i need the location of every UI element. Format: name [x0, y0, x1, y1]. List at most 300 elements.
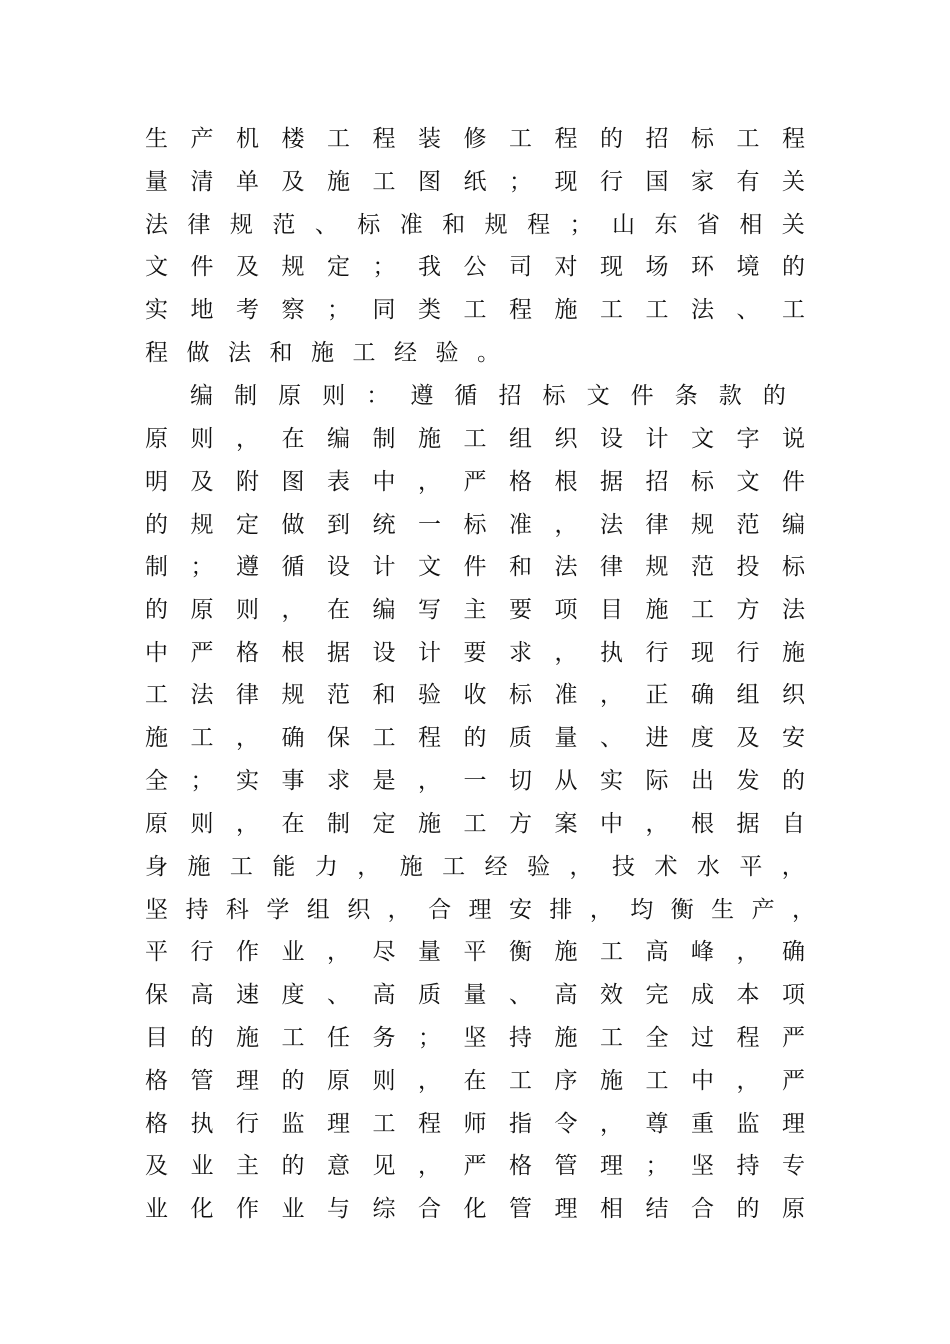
glyph: 理 — [554, 1196, 578, 1222]
glyph: 件 — [463, 554, 487, 580]
glyph: 实 — [236, 768, 259, 794]
glyph: 款 — [718, 383, 742, 409]
glyph: 生 — [145, 126, 168, 152]
glyph: 与 — [327, 1196, 350, 1222]
glyph: 工 — [281, 1025, 305, 1051]
glyph: 图 — [418, 169, 441, 195]
glyph: 写 — [418, 597, 441, 623]
glyph: 家 — [691, 169, 714, 195]
glyph: 全 — [145, 768, 168, 794]
glyph: 的 — [281, 1153, 305, 1179]
glyph: 单 — [236, 169, 259, 195]
glyph: 标 — [357, 212, 381, 238]
glyph: 发 — [736, 768, 760, 794]
glyph: 主 — [463, 597, 487, 623]
glyph: 标 — [463, 512, 487, 538]
glyph: 坚 — [691, 1153, 714, 1179]
glyph: 生 — [711, 897, 735, 923]
glyph: 工 — [736, 126, 760, 152]
glyph: 理 — [236, 1068, 259, 1094]
glyph: 及 — [145, 1153, 168, 1179]
glyph: 速 — [236, 982, 259, 1008]
glyph: 任 — [327, 1025, 350, 1051]
glyph: 化 — [190, 1196, 214, 1222]
glyph: ， — [736, 1068, 760, 1094]
text-line — [145, 763, 805, 799]
glyph: 严 — [782, 1025, 805, 1051]
glyph: 织 — [554, 426, 578, 452]
glyph: 正 — [645, 682, 669, 708]
glyph: 施 — [645, 597, 669, 623]
glyph: 专 — [782, 1153, 805, 1179]
text-line — [145, 507, 805, 543]
glyph: ， — [281, 597, 305, 623]
glyph: 定 — [327, 254, 350, 280]
glyph: 峰 — [691, 939, 714, 965]
glyph: ； — [190, 768, 214, 794]
glyph: 格 — [145, 1068, 168, 1094]
glyph: 坚 — [145, 897, 168, 923]
glyph: 产 — [751, 897, 775, 923]
glyph: 化 — [463, 1196, 487, 1222]
glyph: ， — [792, 897, 815, 923]
glyph: 工 — [229, 854, 253, 880]
glyph: 行 — [645, 640, 669, 666]
glyph: 环 — [691, 254, 714, 280]
glyph: 类 — [418, 297, 441, 323]
glyph: 理 — [782, 1111, 805, 1137]
glyph: 地 — [190, 297, 214, 323]
glyph: 管 — [509, 1196, 532, 1222]
glyph: 工 — [327, 126, 350, 152]
glyph: 平 — [145, 939, 168, 965]
glyph: 明 — [145, 469, 168, 495]
text-line — [145, 934, 805, 970]
glyph: 织 — [347, 897, 371, 923]
glyph: 编 — [372, 597, 396, 623]
glyph: 制 — [234, 383, 258, 409]
glyph: 行 — [736, 640, 760, 666]
glyph: 关 — [782, 169, 805, 195]
glyph: 综 — [372, 1196, 396, 1222]
glyph: 件 — [190, 254, 214, 280]
glyph: 楼 — [281, 126, 305, 152]
glyph: 实 — [600, 768, 623, 794]
glyph: 工 — [372, 725, 396, 751]
text-line — [145, 121, 805, 157]
glyph: 验 — [527, 854, 551, 880]
glyph: 招 — [498, 383, 522, 409]
glyph: 确 — [281, 725, 305, 751]
glyph: ； — [372, 254, 396, 280]
glyph: 范 — [272, 212, 296, 238]
glyph: 工 — [442, 854, 466, 880]
glyph: 规 — [645, 554, 669, 580]
glyph: 图 — [281, 469, 305, 495]
glyph: 度 — [691, 725, 714, 751]
glyph: 中 — [600, 811, 623, 837]
glyph: ， — [327, 939, 350, 965]
glyph: 组 — [736, 682, 760, 708]
glyph: 格 — [509, 1153, 532, 1179]
glyph: 境 — [736, 254, 760, 280]
glyph: 招 — [645, 469, 669, 495]
glyph: 高 — [372, 982, 396, 1008]
glyph: 法 — [600, 512, 623, 538]
glyph: 施 — [145, 725, 168, 751]
glyph: 工 — [600, 1025, 623, 1051]
glyph: 场 — [645, 254, 669, 280]
glyph: ， — [387, 897, 411, 923]
text-line — [145, 292, 805, 328]
glyph: 机 — [236, 126, 259, 152]
glyph: 的 — [145, 512, 168, 538]
glyph: 程 — [418, 725, 441, 751]
glyph: 规 — [229, 212, 253, 238]
glyph: 是 — [372, 768, 396, 794]
glyph: 文 — [736, 469, 760, 495]
glyph: 的 — [190, 1025, 214, 1051]
glyph: 收 — [463, 682, 487, 708]
glyph: 学 — [266, 897, 290, 923]
glyph: 程 — [418, 1111, 441, 1137]
glyph: ； — [418, 1025, 441, 1051]
glyph: 求 — [327, 768, 350, 794]
glyph: 见 — [372, 1153, 396, 1179]
glyph: 验 — [435, 340, 459, 366]
glyph: ， — [236, 725, 259, 751]
glyph: 律 — [236, 682, 259, 708]
glyph: 设 — [600, 426, 623, 452]
glyph: 方 — [736, 597, 760, 623]
glyph: 循 — [281, 554, 305, 580]
glyph: 及 — [281, 169, 305, 195]
glyph: ， — [236, 811, 259, 837]
glyph: 考 — [236, 297, 259, 323]
glyph: 遵 — [410, 383, 434, 409]
glyph: 力 — [314, 854, 338, 880]
glyph: 现 — [554, 169, 578, 195]
glyph: 保 — [327, 725, 350, 751]
glyph: 法 — [554, 554, 578, 580]
text-line — [145, 1191, 805, 1227]
glyph: 合 — [428, 897, 452, 923]
glyph: 的 — [782, 254, 805, 280]
glyph: 准 — [554, 682, 578, 708]
glyph: 严 — [782, 1068, 805, 1094]
glyph: 执 — [600, 640, 623, 666]
glyph: 业 — [281, 1196, 305, 1222]
glyph: 则 — [372, 1068, 396, 1094]
glyph: 根 — [554, 469, 578, 495]
glyph: ， — [600, 682, 623, 708]
glyph: 、 — [327, 982, 350, 1008]
text-line — [145, 249, 805, 285]
glyph: 水 — [696, 854, 720, 880]
glyph: 准 — [399, 212, 423, 238]
glyph: 则 — [236, 597, 259, 623]
glyph: 持 — [509, 1025, 532, 1051]
glyph: 方 — [509, 811, 532, 837]
glyph: 产 — [190, 126, 214, 152]
glyph: 相 — [600, 1196, 623, 1222]
glyph: 度 — [281, 982, 305, 1008]
glyph: 施 — [418, 811, 441, 837]
glyph: 施 — [311, 340, 334, 366]
glyph: 司 — [509, 254, 532, 280]
glyph: 严 — [190, 640, 214, 666]
glyph: 程 — [509, 297, 532, 323]
glyph: 程 — [782, 126, 805, 152]
glyph: 理 — [327, 1111, 350, 1137]
glyph: 工 — [463, 297, 487, 323]
glyph: 东 — [654, 212, 678, 238]
glyph: 出 — [691, 768, 714, 794]
glyph: 原 — [327, 1068, 350, 1094]
glyph: 省 — [696, 212, 720, 238]
glyph: 关 — [781, 212, 805, 238]
glyph: ， — [781, 854, 805, 880]
glyph: 令 — [554, 1111, 578, 1137]
glyph: ； — [569, 212, 593, 238]
glyph: ， — [418, 768, 441, 794]
glyph: 标 — [691, 469, 714, 495]
glyph: 做 — [186, 340, 210, 366]
glyph: 则 — [322, 383, 346, 409]
glyph: 要 — [509, 597, 532, 623]
glyph: 确 — [782, 939, 805, 965]
glyph: ； — [190, 554, 214, 580]
glyph: 的 — [782, 768, 805, 794]
glyph: 及 — [236, 254, 259, 280]
glyph: 施 — [399, 854, 423, 880]
text-line — [145, 635, 805, 671]
glyph: 修 — [463, 126, 487, 152]
glyph: 设 — [372, 640, 396, 666]
glyph: 施 — [782, 640, 805, 666]
glyph: 中 — [145, 640, 168, 666]
glyph: 持 — [185, 897, 209, 923]
text-line — [145, 892, 815, 928]
glyph: 格 — [145, 1111, 168, 1137]
glyph: 完 — [645, 982, 669, 1008]
glyph: 高 — [554, 982, 578, 1008]
glyph: 工 — [372, 1111, 396, 1137]
glyph: 程 — [145, 340, 168, 366]
glyph: 定 — [372, 811, 396, 837]
glyph: 工 — [509, 126, 532, 152]
glyph: 律 — [600, 554, 623, 580]
glyph: 过 — [691, 1025, 714, 1051]
text-line — [145, 806, 805, 842]
text-line — [145, 1020, 805, 1056]
glyph: 工 — [145, 682, 168, 708]
glyph: 山 — [611, 212, 635, 238]
glyph: 效 — [600, 982, 623, 1008]
glyph: 规 — [691, 512, 714, 538]
glyph: ， — [589, 897, 613, 923]
glyph: 工 — [782, 297, 805, 323]
glyph: ， — [569, 854, 593, 880]
glyph: 施 — [600, 1068, 623, 1094]
glyph: 程 — [372, 126, 396, 152]
glyph: 衡 — [670, 897, 694, 923]
glyph: 在 — [281, 811, 305, 837]
glyph: 施 — [187, 854, 211, 880]
glyph: 原 — [190, 597, 214, 623]
glyph: 本 — [736, 982, 760, 1008]
glyph: 行 — [190, 939, 214, 965]
glyph: 及 — [736, 725, 760, 751]
glyph: 制 — [327, 811, 350, 837]
glyph: 投 — [736, 554, 760, 580]
glyph: 制 — [372, 426, 396, 452]
glyph: 据 — [327, 640, 350, 666]
glyph: 编 — [327, 426, 350, 452]
glyph: ， — [418, 1068, 441, 1094]
glyph: 持 — [736, 1153, 760, 1179]
glyph: 标 — [509, 682, 532, 708]
glyph: 施 — [554, 1025, 578, 1051]
glyph: 计 — [645, 426, 669, 452]
glyph: 标 — [691, 126, 714, 152]
glyph: 现 — [600, 254, 623, 280]
glyph: 工 — [645, 1068, 669, 1094]
glyph: ， — [236, 426, 259, 452]
glyph: 序 — [554, 1068, 578, 1094]
glyph: 切 — [509, 768, 532, 794]
glyph: 尊 — [645, 1111, 669, 1137]
glyph: 项 — [554, 597, 578, 623]
glyph: 条 — [674, 383, 698, 409]
glyph: 验 — [418, 682, 441, 708]
glyph: ， — [418, 469, 441, 495]
glyph: 工 — [372, 169, 396, 195]
glyph: 目 — [600, 597, 623, 623]
glyph: 招 — [645, 126, 669, 152]
glyph: 行 — [236, 1111, 259, 1137]
glyph: ； — [327, 297, 350, 323]
glyph: 案 — [554, 811, 578, 837]
glyph: 范 — [691, 554, 714, 580]
glyph: 施 — [327, 169, 350, 195]
glyph: 一 — [418, 512, 441, 538]
glyph: 件 — [782, 469, 805, 495]
glyph: 事 — [281, 768, 305, 794]
glyph: 则 — [190, 426, 214, 452]
glyph: 文 — [586, 383, 610, 409]
glyph: 的 — [463, 725, 487, 751]
glyph: 一 — [463, 768, 487, 794]
glyph: ， — [554, 512, 578, 538]
glyph: 严 — [463, 1153, 487, 1179]
glyph: 作 — [236, 1196, 259, 1222]
glyph: 工 — [190, 725, 214, 751]
glyph: 表 — [327, 469, 350, 495]
glyph: 衡 — [509, 939, 532, 965]
glyph: 工 — [645, 297, 669, 323]
glyph: 纸 — [463, 169, 487, 195]
glyph: 原 — [145, 426, 168, 452]
glyph: 说 — [782, 426, 805, 452]
text-line — [145, 207, 805, 243]
glyph: 计 — [418, 640, 441, 666]
glyph: 主 — [236, 1153, 259, 1179]
glyph: 件 — [630, 383, 654, 409]
glyph: 保 — [145, 982, 168, 1008]
glyph: 程 — [527, 212, 551, 238]
glyph: 规 — [281, 682, 305, 708]
glyph: 相 — [739, 212, 763, 238]
glyph: 确 — [691, 682, 714, 708]
glyph: 安 — [508, 897, 532, 923]
glyph: 规 — [190, 512, 214, 538]
glyph: 业 — [190, 1153, 214, 1179]
glyph: 组 — [306, 897, 330, 923]
glyph: 计 — [372, 554, 396, 580]
glyph: 有 — [736, 169, 760, 195]
glyph: ， — [554, 640, 578, 666]
glyph: 同 — [372, 297, 396, 323]
glyph: 项 — [782, 982, 805, 1008]
glyph: 质 — [509, 725, 532, 751]
glyph: 、 — [600, 725, 623, 751]
glyph: 察 — [281, 297, 305, 323]
glyph: 施 — [236, 1025, 259, 1051]
glyph: 原 — [145, 811, 168, 837]
glyph: ， — [357, 854, 381, 880]
glyph: 法 — [228, 340, 251, 366]
text-line — [145, 849, 805, 885]
glyph: 重 — [691, 1111, 714, 1137]
glyph: 管 — [190, 1068, 214, 1094]
glyph: 均 — [630, 897, 654, 923]
glyph: 在 — [281, 426, 305, 452]
glyph: 律 — [645, 512, 669, 538]
glyph: 在 — [463, 1068, 487, 1094]
glyph: 坚 — [463, 1025, 487, 1051]
glyph: 和 — [442, 212, 466, 238]
glyph: 行 — [600, 169, 623, 195]
glyph: 公 — [463, 254, 487, 280]
glyph: 自 — [782, 811, 805, 837]
glyph: 要 — [463, 640, 487, 666]
text-line — [145, 549, 805, 585]
glyph: 中 — [372, 469, 396, 495]
glyph: 和 — [269, 340, 293, 366]
glyph: 从 — [554, 768, 578, 794]
glyph: 原 — [278, 383, 302, 409]
text-line — [145, 335, 500, 371]
glyph: 工 — [463, 426, 487, 452]
glyph: 程 — [554, 126, 578, 152]
glyph: 安 — [782, 725, 805, 751]
glyph: 我 — [418, 254, 441, 280]
glyph: 技 — [611, 854, 635, 880]
glyph: 目 — [145, 1025, 168, 1051]
glyph: 际 — [645, 768, 669, 794]
glyph: 及 — [190, 469, 214, 495]
glyph: 监 — [736, 1111, 760, 1137]
text-line — [145, 977, 805, 1013]
glyph: 工 — [463, 811, 487, 837]
text-line — [145, 164, 805, 200]
glyph: 监 — [281, 1111, 305, 1137]
glyph: 量 — [554, 725, 578, 751]
glyph: 范 — [327, 682, 350, 708]
glyph: 遵 — [236, 554, 259, 580]
glyph: 成 — [691, 982, 714, 1008]
